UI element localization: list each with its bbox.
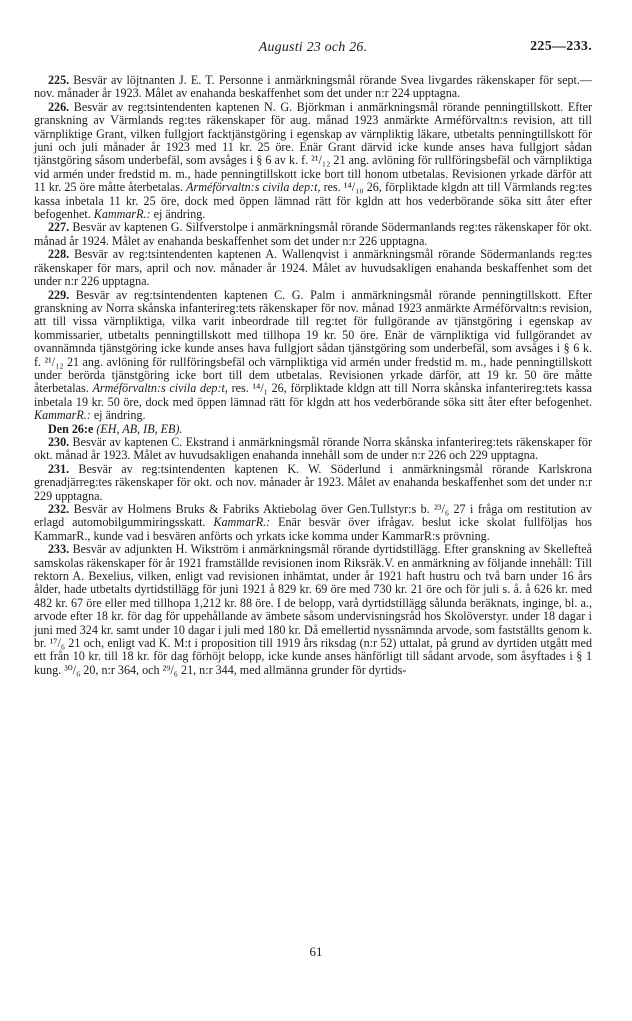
- entry-227: [34, 221, 592, 248]
- entry-text: ej ändring.: [93, 408, 146, 423]
- entry-text: res. ¹⁴/₁₀ 26, förpliktade klgdn att till Värmlands reg:tes kassa inbetala 11 kr. 25 öre, dock med öppen lämnad rätt för kgldn att hos vederbörande söka sitt åter efter befogenhet.: [34, 180, 592, 222]
- entry-text: Besvär av kaptenen G. Silfverstolpe i anmärkningsmål rörande Södermanlands reg:tes räkenskaper för okt. månad år 1924. Målet av enahanda beskaffenhet som det under n:r 226 upptagna.: [34, 220, 592, 248]
- entry-text: Besvär av reg:tsintendenten kaptenen N. G. Björkman i anmärkningsmål rörande penningtillskott. Efter granskning av Värmlands reg:tes räkenskaper för aug. månad 1923 anmärkte Arméförvaltn:s revision, att till värnpliktige Grant, vilken fullgjort facktjänstgöring i egenskap av värnpliktig läkare, utbetalts penningtillskott för juni och juli månader år 1923 med 11 kr. 25 öre. Enär Grant därvid icke kunde anses hava fullgjort sådan tjänstgöring såsom underbefäl, som avsåges i § 6 av k. f. ²¹/₁₂ 21 ang. avlöning för rullföringsbefäl och värnpliktiga vid armén under fredstid m. m., hade penningtillskott icke bort till honom utbetalas. Revisionen yrkade därför att 11 kr. 25 öre måtte återbetalas.: [34, 99, 592, 195]
- entry-authority: Arméförvaltn:s civila dep:t,: [186, 180, 321, 195]
- entry-text: res. ¹⁴/₁ 26, förpliktade kldgn att till Norra skånska infanterireg:tets kassa inbetala 19 kr. 50 öre, dock med öppen lämnad rätt för klgdn att hos vederbörande söka sitt åter efter befogenhet.: [34, 381, 592, 409]
- date-heading-label: Den 26:e: [48, 421, 94, 436]
- header-entry-range: 225—233.: [530, 39, 592, 54]
- entry-text: Besvär av löjtnanten J. E. T. Personne i anmärkningsmål rörande Svea livgardes räkenskaper för sept.—nov. månader år 1923. Målet av enahanda beskaffenhet som det under n:r 224 upptagna.: [34, 73, 592, 101]
- entry-authority: KammarR.:: [93, 207, 151, 222]
- entry-text: Besvär av kaptenen C. Ekstrand i anmärkningsmål rörande Norra skånska infanterireg:tets räkenskaper för okt. månad år 1923. Målet av huvudsakligen enahanda innehåll som de under n:r 226 och 229 upptagna.: [34, 434, 592, 463]
- entry-225: [34, 74, 592, 101]
- entry-232: [34, 503, 592, 543]
- entry-226: [34, 101, 592, 222]
- date-heading: [34, 423, 592, 436]
- entry-text: Besvär av reg:tsintendenten kaptenen C. G. Palm i anmärkningsmål rörande penningtillskott. Efter granskning av Norra skånska infanterireg:tets räkenskaper för nov. månad 1923 anmärkte Arméförvaltn:s revision, att till vissa värnpliktiga, vilka varit inbeordrade till reg:tet för fullgörande av tjänstgöring i egenskap av kommissarier, utbetalts penningtillskott med tillhopa 19 kr. 50 öre. Enär de värnpliktiga vid fullgörandet av ovannämnda tjänstgöring icke kunde anses hava fullgjort sådan tjänstgöring som underbefäl, som avsåges i § 6 k. f. ²¹/₁₂ 21 ang. avlöning för rullföringsbefäl och värnpliktiga vid armén under fredstid m. m., hade penningtillskott under berörda tjänstgöring icke bort till dem utbetalas. Revisionen yrkade därför, att 19 kr. 50 öre måtte återbetalas.: [34, 287, 592, 396]
- header-title: Augusti 23 och 26.: [258, 40, 368, 55]
- entry-228: [34, 248, 592, 288]
- entry-authority: KammarR.:: [34, 408, 91, 423]
- entry-number: 229.: [48, 287, 70, 302]
- entry-229: [34, 289, 592, 423]
- entry-number: 230.: [48, 434, 70, 449]
- entry-text: Besvär av adjunkten H. Wikström i anmärkningsmål rörande dyrtidstillägg. Efter granskning av Skellefteå samskolas räkenskaper för år 1921 framställde revisionen inom Riksräk.V. en anmärkning av följande innehåll: Till rektorn A. Bexelius, vilken, enligt vad revisionen inhämtat, under år 1921 haft hustru och två barn under 16 års ålder, hade utbetalts dyrtidstillägg för juni 1921 å 829 kr. 69 öre med 730 kr. 21 öre och för juli s. å. å 626 kr. med 482 kr. 67 öre eller med tillhopa 1,212 kr. 88 öre. I de belopp, varå dyrtidstillägg sålunda beräknats, inginge, bl. a., arvode efter 18 kr. för dag för uppehållande av ämbete såsom undervisningsråd hos Skolöverstyr. under 18 dagar i juni med 324 kr. samt under 10 dagar i juli med 180 kr. Då emellertid nyssnämnda arvode, som fastställts genom k. br. ¹⁷/₆ 21 och, enligt vad K. M:t i proposition till 1919 års riksdag (n:r 52) uttalat, på grund av dyrtiden utgått med ett från 10 kr. till 18 kr. för dag förhöjt belopp, icke kunde anses hänförligt till sådant arvode, som åsyftades i § 1 kung. ³⁰/₆ 20, n:r 364, och ²⁹/₆ 21, n:r 344, med allmänna grunder för dyrtids-: [34, 542, 592, 677]
- running-header: [34, 38, 592, 64]
- entry-authority: KammarR.:: [213, 515, 271, 530]
- entry-number: 231.: [48, 461, 70, 476]
- entry-231: [34, 463, 592, 503]
- entry-number: 232.: [48, 502, 70, 516]
- entry-number: 226.: [48, 99, 70, 114]
- entry-230: [34, 436, 592, 463]
- page-number: 61: [309, 944, 323, 959]
- entry-number: 227.: [48, 220, 70, 235]
- entry-text: Enär besvär över ifrågav. beslut icke skolat fullföljas hos KammarR., kunde vad i besvären anförts och yrkats icke komma under KammarR:s prövning.: [34, 515, 592, 543]
- document-page: [34, 38, 592, 677]
- document-body: [34, 74, 592, 677]
- entry-text: Besvär av Holmens Bruks & Fabriks Aktiebolag över Gen.Tullstyr:s b. ²³/₆ 27 i fråga om restitution av erlagd automobilgummiringsskatt.: [34, 502, 592, 530]
- entry-text: Besvär av reg:tsintendenten kaptenen A. Wallenqvist i anmärkningsmål rörande Södermanlands reg:tes räkenskaper för mars, april och nov. månader år 1924. Målet av huvudsakligen enahanda beskaffenhet som det under n:r 226 upptagna.: [34, 247, 592, 289]
- entry-233: [34, 543, 592, 677]
- entry-text: Besvär av reg:tsintendenten kaptenen K. W. Söderlund i anmärkningsmål rörande Karlskrona grenadjärreg:tes räkenskaper för okt. och nov. månader år 1923. Målet av enahanda beskaffenhet som det under n:r 229 upptagna.: [34, 461, 592, 503]
- entry-text: ej ändring.: [153, 207, 206, 222]
- entry-number: 228.: [48, 247, 70, 262]
- entry-number: 233.: [48, 542, 70, 557]
- entry-number: 225.: [48, 73, 70, 87]
- date-heading-panel: (EH, AB, IB, EB).: [96, 421, 183, 436]
- entry-authority: Arméförvaltn:s civila dep:t,: [92, 381, 228, 396]
